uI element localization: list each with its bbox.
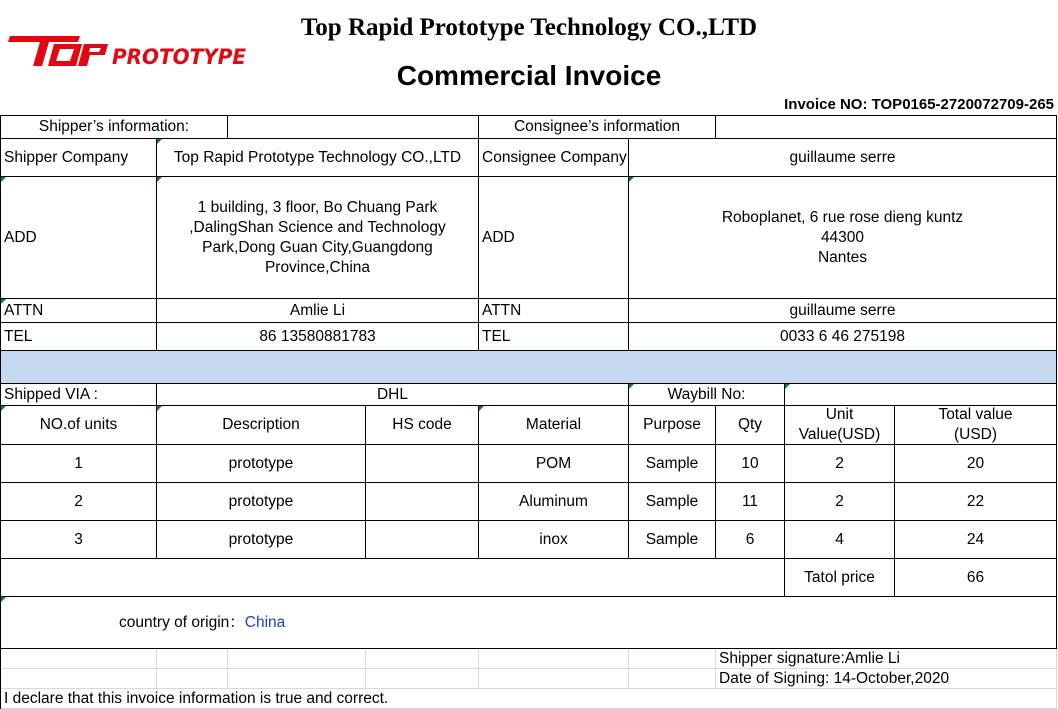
consignee-attn-label: ATTN [479, 299, 629, 323]
shipper-signature: Shipper signature:Amlie Li [716, 649, 1057, 669]
sig-blank-11 [479, 669, 629, 689]
row-2-units: 2 [1, 483, 157, 521]
declaration: I declare that this invoice information is true and correct. [1, 689, 1057, 709]
header-purpose: Purpose [629, 406, 716, 445]
shipper-attn-label: ATTN [1, 299, 157, 323]
sig-blank-10 [366, 669, 479, 689]
consignee-tel-label: TEL [479, 323, 629, 351]
sig-blank-4 [366, 649, 479, 669]
row-1-material: POM [479, 445, 629, 483]
row-3-units: 3 [1, 521, 157, 559]
consignee-address-line3: Nantes [817, 248, 868, 266]
date-of-signing: Date of Signing: 14-October,2020 [716, 669, 1057, 689]
row-2-hs-code [366, 483, 479, 521]
waybill-value [785, 384, 1057, 406]
header-units: NO.of units [1, 406, 157, 445]
row-1-unit-value: 2 [785, 445, 895, 483]
sig-blank-9 [228, 669, 366, 689]
row-3-purpose: Sample [629, 521, 716, 559]
consignee-address-line2: 44300 [820, 228, 865, 246]
shipper-tel-label: TEL [1, 323, 157, 351]
separator-band [1, 351, 1057, 384]
invoice-number: Invoice NO: TOP0165-2720072709-265 [784, 96, 1054, 113]
sig-blank-12 [629, 669, 716, 689]
origin-value: China [244, 613, 286, 631]
shipper-attn: Amlie Li [157, 299, 479, 323]
row-1-units: 1 [1, 445, 157, 483]
shipper-tel: 86 13580881783 [157, 323, 479, 351]
header-hs-code: HS code [366, 406, 479, 445]
header-qty: Qty [716, 406, 785, 445]
logo-text: PROTOTYPE [112, 45, 247, 68]
consignee-info-label: Consignee’s information [479, 116, 716, 139]
consignee-tel: 0033 6 46 275198 [629, 323, 1057, 351]
row-2-purpose: Sample [629, 483, 716, 521]
sig-blank-7 [1, 669, 157, 689]
row-1-qty: 10 [716, 445, 785, 483]
total-price-value: 66 [895, 559, 1057, 597]
row-2-qty: 11 [716, 483, 785, 521]
sig-blank-1 [1, 649, 157, 669]
consignee-info-blank [716, 116, 1057, 139]
shipper-info-label: Shipper’s information: [1, 116, 228, 139]
sig-blank-5 [479, 649, 629, 669]
sig-blank-6 [629, 649, 716, 669]
row-2-unit-value: 2 [785, 483, 895, 521]
row-3-qty: 6 [716, 521, 785, 559]
row-2-material: Aluminum [479, 483, 629, 521]
row-1-total-value: 20 [895, 445, 1057, 483]
header-description: Description [157, 406, 366, 445]
origin-label: country of origin： [119, 613, 245, 631]
consignee-company-label: Consignee Company [479, 139, 629, 177]
shipped-via-label: Shipped VIA : [1, 384, 157, 406]
sig-blank-8 [157, 669, 228, 689]
shipper-company-label: Shipper Company [1, 139, 157, 177]
row-1-hs-code [366, 445, 479, 483]
company-name: Top Rapid Prototype Technology CO.,LTD [300, 14, 758, 41]
row-3-hs-code [366, 521, 479, 559]
consignee-company: guillaume serre [629, 139, 1057, 177]
consignee-add-label: ADD [479, 177, 629, 299]
consignee-address-line1: Roboplanet, 6 rue rose dieng kuntz [721, 208, 964, 226]
row-3-description: prototype [157, 521, 366, 559]
consignee-address [629, 177, 1057, 299]
row-3-material: inox [479, 521, 629, 559]
row-3-unit-value: 4 [785, 521, 895, 559]
total-row-blank [1, 559, 785, 597]
row-3-total-value: 24 [895, 521, 1057, 559]
waybill-label: Waybill No: [629, 384, 785, 406]
document-title: Commercial Invoice [396, 60, 662, 91]
shipper-info-blank [228, 116, 479, 139]
header-unit-value: Unit Value(USD) [785, 406, 895, 445]
shipped-via-value: DHL [157, 384, 629, 406]
consignee-attn: guillaume serre [629, 299, 1057, 323]
header-material: Material [479, 406, 629, 445]
shipper-add-label: ADD [1, 177, 157, 299]
shipper-company: Top Rapid Prototype Technology CO.,LTD [157, 139, 479, 177]
row-2-description: prototype [157, 483, 366, 521]
shipper-address: 1 building, 3 floor, Bo Chuang Park ,DalingShan Science and Technology Park,Dong Guan City,Guangdong Province,China [157, 177, 479, 299]
sig-blank-3 [228, 649, 366, 669]
header-total-value: Total value (USD) [895, 406, 1057, 445]
row-1-description: prototype [157, 445, 366, 483]
country-of-origin-row [1, 597, 1057, 649]
row-2-total-value: 22 [895, 483, 1057, 521]
row-1-purpose: Sample [629, 445, 716, 483]
total-price-label: Tatol price [785, 559, 895, 597]
sig-blank-2 [157, 649, 228, 669]
